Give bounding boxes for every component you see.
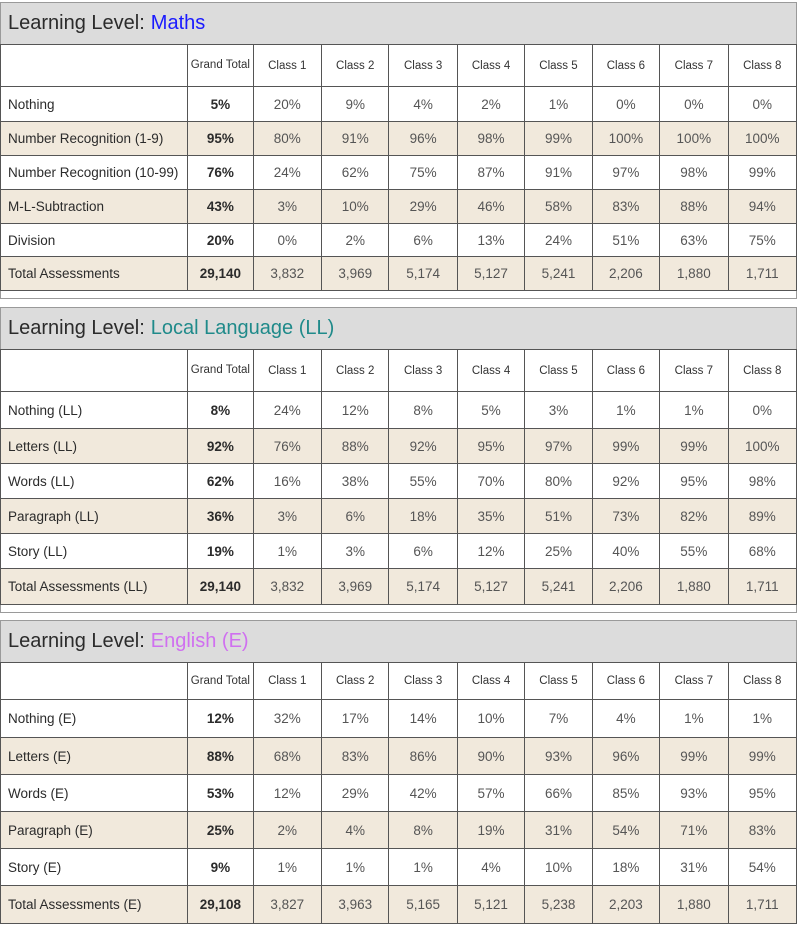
learning-level-table [0, 662, 797, 924]
class-value-cell: 31% [660, 849, 728, 886]
class-value-cell: 98% [728, 464, 796, 499]
grand-total-cell: 20% [188, 224, 253, 257]
table-row [1, 257, 797, 291]
class-value-cell: 66% [525, 775, 592, 812]
class-value-cell: 1,711 [728, 569, 796, 605]
class-value-cell: 3% [253, 499, 321, 534]
class-value-cell: 5,174 [389, 569, 457, 605]
class-value-cell: 6% [389, 224, 457, 257]
class-value-cell: 70% [457, 464, 524, 499]
class-value-cell: 3,969 [322, 569, 389, 605]
class-value-cell: 1,880 [660, 886, 728, 924]
class-value-cell: 1,711 [728, 886, 796, 924]
class-value-cell: 54% [728, 849, 796, 886]
row-label: Words (E) [1, 775, 188, 812]
class-value-cell: 1,711 [728, 257, 796, 291]
class-value-cell: 99% [592, 429, 659, 464]
class-value-cell: 5,127 [457, 257, 524, 291]
grand-total-cell: 5% [188, 87, 253, 122]
panel-title-prefix: Learning Level: [8, 630, 145, 652]
class-value-cell: 82% [660, 499, 728, 534]
table-row [1, 886, 797, 924]
class-value-cell: 99% [660, 429, 728, 464]
class-value-cell: 85% [592, 775, 659, 812]
table-header-row [1, 45, 797, 87]
column-header: Class 2 [322, 663, 389, 700]
row-label: Nothing [1, 87, 188, 122]
grand-total-cell: 29,140 [188, 569, 253, 605]
class-value-cell: 18% [389, 499, 457, 534]
class-value-cell: 93% [660, 775, 728, 812]
row-label: Words (LL) [1, 464, 188, 499]
column-header: Class 6 [592, 350, 659, 392]
grand-total-cell: 29,108 [188, 886, 253, 924]
header-blank-cell [1, 663, 188, 700]
class-value-cell: 4% [389, 87, 457, 122]
class-value-cell: 3% [253, 190, 321, 224]
row-label: Paragraph (LL) [1, 499, 188, 534]
class-value-cell: 6% [389, 534, 457, 569]
class-value-cell: 31% [525, 812, 592, 849]
table-row [1, 738, 797, 775]
class-value-cell: 75% [389, 156, 457, 190]
panel-bottom-border [0, 605, 797, 613]
class-value-cell: 24% [253, 392, 321, 429]
table-row [1, 87, 797, 122]
class-value-cell: 91% [525, 156, 592, 190]
class-value-cell: 14% [389, 700, 457, 738]
class-value-cell: 20% [253, 87, 321, 122]
table-row [1, 156, 797, 190]
class-value-cell: 1,880 [660, 569, 728, 605]
row-label: Nothing (LL) [1, 392, 188, 429]
column-header: Grand Total [188, 45, 253, 87]
class-value-cell: 8% [389, 392, 457, 429]
column-header: Class 5 [525, 350, 592, 392]
class-value-cell: 1% [389, 849, 457, 886]
class-value-cell: 3% [322, 534, 389, 569]
class-value-cell: 95% [728, 775, 796, 812]
panel-0 [0, 2, 797, 299]
row-label: Division [1, 224, 188, 257]
row-label: M-L-Subtraction [1, 190, 188, 224]
class-value-cell: 5% [457, 392, 524, 429]
class-value-cell: 88% [660, 190, 728, 224]
column-header: Class 7 [660, 663, 728, 700]
class-value-cell: 3% [525, 392, 592, 429]
row-label: Number Recognition (10-99) [1, 156, 188, 190]
class-value-cell: 90% [457, 738, 524, 775]
class-value-cell: 0% [660, 87, 728, 122]
class-value-cell: 42% [389, 775, 457, 812]
header-blank-cell [1, 45, 188, 87]
grand-total-cell: 29,140 [188, 257, 253, 291]
class-value-cell: 38% [322, 464, 389, 499]
class-value-cell: 100% [728, 429, 796, 464]
column-header: Class 8 [728, 350, 796, 392]
class-value-cell: 99% [728, 738, 796, 775]
class-value-cell: 3,832 [253, 257, 321, 291]
table-row [1, 190, 797, 224]
grand-total-cell: 76% [188, 156, 253, 190]
class-value-cell: 12% [457, 534, 524, 569]
class-value-cell: 24% [253, 156, 321, 190]
panel-title-prefix: Learning Level: [8, 12, 145, 34]
class-value-cell: 99% [525, 122, 592, 156]
grand-total-cell: 95% [188, 122, 253, 156]
column-header: Class 3 [389, 663, 457, 700]
class-value-cell: 86% [389, 738, 457, 775]
class-value-cell: 55% [660, 534, 728, 569]
table-row [1, 534, 797, 569]
table-row [1, 569, 797, 605]
class-value-cell: 5,127 [457, 569, 524, 605]
class-value-cell: 88% [322, 429, 389, 464]
learning-level-table [0, 349, 797, 605]
class-value-cell: 92% [389, 429, 457, 464]
class-value-cell: 16% [253, 464, 321, 499]
class-value-cell: 7% [525, 700, 592, 738]
row-label: Total Assessments [1, 257, 188, 291]
class-value-cell: 93% [525, 738, 592, 775]
class-value-cell: 10% [525, 849, 592, 886]
class-value-cell: 10% [322, 190, 389, 224]
class-value-cell: 80% [525, 464, 592, 499]
class-value-cell: 35% [457, 499, 524, 534]
row-label: Paragraph (E) [1, 812, 188, 849]
class-value-cell: 83% [592, 190, 659, 224]
class-value-cell: 29% [322, 775, 389, 812]
class-value-cell: 73% [592, 499, 659, 534]
table-row [1, 464, 797, 499]
table-row [1, 812, 797, 849]
class-value-cell: 2,203 [592, 886, 659, 924]
grand-total-cell: 9% [188, 849, 253, 886]
header-blank-cell [1, 350, 188, 392]
column-header: Class 8 [728, 45, 796, 87]
panel-subject: Maths [150, 12, 206, 34]
class-value-cell: 2,206 [592, 257, 659, 291]
column-header: Class 4 [457, 45, 524, 87]
column-header: Class 6 [592, 663, 659, 700]
class-value-cell: 25% [525, 534, 592, 569]
class-value-cell: 55% [389, 464, 457, 499]
grand-total-cell: 36% [188, 499, 253, 534]
class-value-cell: 5,165 [389, 886, 457, 924]
class-value-cell: 1% [253, 849, 321, 886]
class-value-cell: 83% [728, 812, 796, 849]
class-value-cell: 95% [457, 429, 524, 464]
column-header: Class 1 [253, 663, 321, 700]
column-header: Class 2 [322, 45, 389, 87]
class-value-cell: 68% [728, 534, 796, 569]
class-value-cell: 4% [322, 812, 389, 849]
table-row [1, 499, 797, 534]
column-header: Class 3 [389, 45, 457, 87]
class-value-cell: 3,969 [322, 257, 389, 291]
class-value-cell: 75% [728, 224, 796, 257]
class-value-cell: 24% [525, 224, 592, 257]
column-header: Class 1 [253, 45, 321, 87]
class-value-cell: 97% [525, 429, 592, 464]
class-value-cell: 89% [728, 499, 796, 534]
class-value-cell: 18% [592, 849, 659, 886]
class-value-cell: 3,832 [253, 569, 321, 605]
class-value-cell: 0% [592, 87, 659, 122]
class-value-cell: 99% [660, 738, 728, 775]
column-header: Class 2 [322, 350, 389, 392]
class-value-cell: 5,121 [457, 886, 524, 924]
grand-total-cell: 92% [188, 429, 253, 464]
row-label: Total Assessments (E) [1, 886, 188, 924]
row-label: Letters (LL) [1, 429, 188, 464]
column-header: Grand Total [188, 663, 253, 700]
class-value-cell: 8% [389, 812, 457, 849]
row-label: Total Assessments (LL) [1, 569, 188, 605]
class-value-cell: 98% [660, 156, 728, 190]
table-row [1, 849, 797, 886]
class-value-cell: 54% [592, 812, 659, 849]
column-header: Class 8 [728, 663, 796, 700]
class-value-cell: 63% [660, 224, 728, 257]
class-value-cell: 87% [457, 156, 524, 190]
column-header: Class 6 [592, 45, 659, 87]
row-label: Story (E) [1, 849, 188, 886]
class-value-cell: 0% [253, 224, 321, 257]
row-label: Story (LL) [1, 534, 188, 569]
table-row [1, 700, 797, 738]
grand-total-cell: 19% [188, 534, 253, 569]
class-value-cell: 2% [457, 87, 524, 122]
class-value-cell: 1,880 [660, 257, 728, 291]
class-value-cell: 2% [322, 224, 389, 257]
grand-total-cell: 8% [188, 392, 253, 429]
panel-title-prefix: Learning Level: [8, 317, 145, 339]
class-value-cell: 68% [253, 738, 321, 775]
class-value-cell: 4% [592, 700, 659, 738]
column-header: Class 5 [525, 663, 592, 700]
class-value-cell: 19% [457, 812, 524, 849]
class-value-cell: 99% [728, 156, 796, 190]
panel-subject: English (E) [150, 630, 249, 652]
class-value-cell: 12% [253, 775, 321, 812]
column-header: Class 4 [457, 350, 524, 392]
panel-2 [0, 620, 797, 924]
grand-total-cell: 53% [188, 775, 253, 812]
column-header: Grand Total [188, 350, 253, 392]
class-value-cell: 76% [253, 429, 321, 464]
class-value-cell: 1% [728, 700, 796, 738]
class-value-cell: 1% [322, 849, 389, 886]
class-value-cell: 5,241 [525, 257, 592, 291]
class-value-cell: 0% [728, 392, 796, 429]
table-row [1, 392, 797, 429]
class-value-cell: 96% [389, 122, 457, 156]
class-value-cell: 1% [592, 392, 659, 429]
class-value-cell: 100% [728, 122, 796, 156]
class-value-cell: 0% [728, 87, 796, 122]
class-value-cell: 17% [322, 700, 389, 738]
class-value-cell: 1% [525, 87, 592, 122]
class-value-cell: 29% [389, 190, 457, 224]
panel-bottom-border [0, 291, 797, 299]
column-header: Class 4 [457, 663, 524, 700]
row-label: Letters (E) [1, 738, 188, 775]
class-value-cell: 94% [728, 190, 796, 224]
class-value-cell: 91% [322, 122, 389, 156]
class-value-cell: 4% [457, 849, 524, 886]
class-value-cell: 97% [592, 156, 659, 190]
class-value-cell: 58% [525, 190, 592, 224]
class-value-cell: 1% [660, 392, 728, 429]
class-value-cell: 100% [660, 122, 728, 156]
panel-subject: Local Language (LL) [150, 317, 335, 339]
grand-total-cell: 62% [188, 464, 253, 499]
class-value-cell: 57% [457, 775, 524, 812]
learning-level-table [0, 44, 797, 291]
class-value-cell: 98% [457, 122, 524, 156]
panel-title [0, 620, 797, 662]
table-row [1, 775, 797, 812]
class-value-cell: 3,827 [253, 886, 321, 924]
class-value-cell: 80% [253, 122, 321, 156]
class-value-cell: 96% [592, 738, 659, 775]
grand-total-cell: 25% [188, 812, 253, 849]
grand-total-cell: 43% [188, 190, 253, 224]
class-value-cell: 71% [660, 812, 728, 849]
class-value-cell: 92% [592, 464, 659, 499]
panel-title [0, 307, 797, 349]
column-header: Class 1 [253, 350, 321, 392]
column-header: Class 7 [660, 350, 728, 392]
class-value-cell: 32% [253, 700, 321, 738]
class-value-cell: 2,206 [592, 569, 659, 605]
grand-total-cell: 88% [188, 738, 253, 775]
column-header: Class 3 [389, 350, 457, 392]
table-header-row [1, 350, 797, 392]
class-value-cell: 1% [660, 700, 728, 738]
column-header: Class 7 [660, 45, 728, 87]
table-row [1, 429, 797, 464]
class-value-cell: 9% [322, 87, 389, 122]
class-value-cell: 12% [322, 392, 389, 429]
panel-1 [0, 307, 797, 613]
column-header: Class 5 [525, 45, 592, 87]
table-row [1, 224, 797, 257]
class-value-cell: 51% [592, 224, 659, 257]
panel-title [0, 2, 797, 44]
class-value-cell: 46% [457, 190, 524, 224]
class-value-cell: 1% [253, 534, 321, 569]
row-label: Nothing (E) [1, 700, 188, 738]
table-header-row [1, 663, 797, 700]
class-value-cell: 40% [592, 534, 659, 569]
class-value-cell: 10% [457, 700, 524, 738]
class-value-cell: 83% [322, 738, 389, 775]
class-value-cell: 5,174 [389, 257, 457, 291]
class-value-cell: 62% [322, 156, 389, 190]
class-value-cell: 100% [592, 122, 659, 156]
class-value-cell: 5,238 [525, 886, 592, 924]
class-value-cell: 13% [457, 224, 524, 257]
class-value-cell: 51% [525, 499, 592, 534]
class-value-cell: 5,241 [525, 569, 592, 605]
grand-total-cell: 12% [188, 700, 253, 738]
table-row [1, 122, 797, 156]
class-value-cell: 95% [660, 464, 728, 499]
class-value-cell: 2% [253, 812, 321, 849]
row-label: Number Recognition (1-9) [1, 122, 188, 156]
class-value-cell: 3,963 [322, 886, 389, 924]
class-value-cell: 6% [322, 499, 389, 534]
